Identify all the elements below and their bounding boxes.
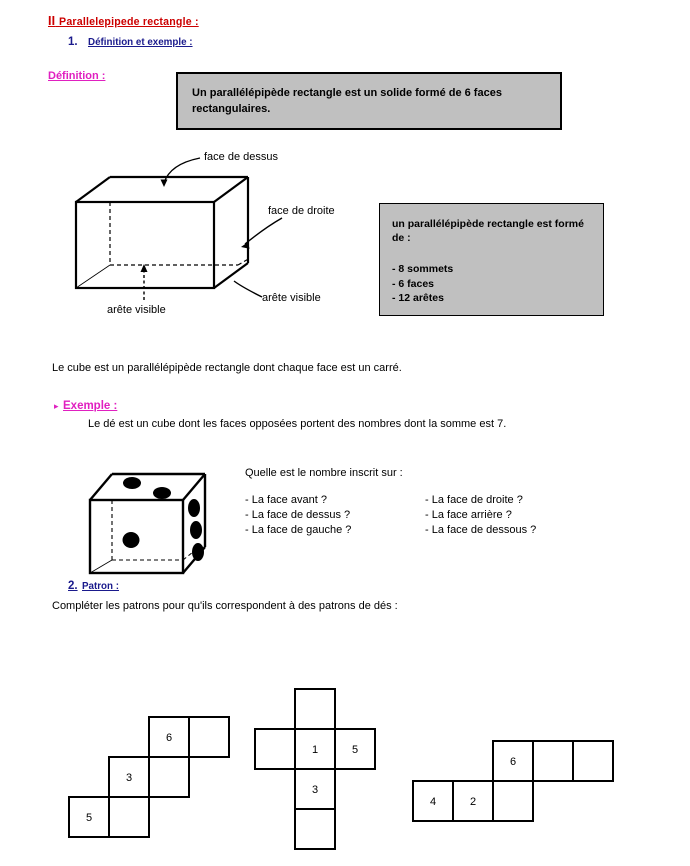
section-2-number: 2. [68, 580, 78, 592]
net-cell[interactable] [295, 689, 335, 729]
net-cell[interactable] [295, 809, 335, 849]
net-cell-value: 4 [429, 795, 437, 808]
die-diagram [70, 460, 230, 580]
cube-definition-paragraph: Le cube est un parallélépipède rectangle dont chaque face est un carré. [52, 362, 402, 374]
question-face-arriere: - La face arrière ? [425, 509, 512, 521]
question-face-avant: - La face avant ? [245, 494, 327, 506]
section-2-title [82, 580, 119, 592]
facts-box [379, 203, 604, 316]
question-face-gauche: - La face de gauche ? [245, 524, 352, 536]
net-cell[interactable] [109, 797, 149, 837]
page-title [48, 14, 199, 28]
net-staircase-cells [69, 717, 229, 837]
facts-item-aretes: - 12 arêtes [392, 292, 444, 304]
definition-label: Définition : [48, 70, 106, 82]
net-cell-value: 6 [165, 731, 173, 744]
definition-box [176, 72, 562, 130]
die-definition-paragraph: Le dé est un cube dont les faces opposées portent des nombres dont la somme est 7. [88, 418, 507, 430]
net-cell-value: 2 [469, 795, 477, 808]
facts-item-sommets: - 8 sommets [392, 263, 454, 275]
net-cell-value: 5 [351, 743, 359, 756]
questions-column-left [245, 493, 351, 538]
questions-title: Quelle est le nombre inscrit sur : [245, 467, 403, 479]
example-label: Exemple : [63, 400, 118, 412]
section-2-title-text: Patron : [82, 581, 120, 592]
parallelepiped-diagram [40, 140, 380, 330]
net-cell-value: 6 [509, 755, 517, 768]
net-cross-cells [255, 689, 375, 849]
label-visible-edge-right: arête visible [262, 292, 321, 304]
definition-box-text: Un parallélépipède rectangle est un solide formé de 6 faces rectangulaires. [192, 87, 502, 115]
facts-item-faces: - 6 faces [392, 277, 435, 290]
net-cell[interactable] [573, 741, 613, 781]
die-front-pips [123, 532, 140, 548]
label-right-face: face de droite [268, 205, 335, 217]
net-cell[interactable] [189, 717, 229, 757]
page-title-number: II [48, 14, 56, 28]
patron-instruction: Compléter les patrons pour qu'ils correspondent à des patrons de dés : [52, 600, 398, 612]
section-1-title-text: Définition et exemple : [88, 37, 193, 48]
questions-column-right [425, 493, 536, 538]
facts-box-heading: un parallélépipède rectangle est formé de : [392, 218, 584, 244]
net-staircase [68, 716, 248, 846]
net-cell[interactable] [149, 757, 189, 797]
question-face-dessus: - La face de dessus ? [245, 509, 351, 521]
net-cell-value: 1 [311, 743, 319, 756]
question-face-droite: - La face de droite ? [425, 494, 523, 506]
net-cell-value: 3 [311, 783, 319, 796]
example-bullet-icon: ▸ [54, 401, 59, 411]
page-title-text: Parallelepipede rectangle : [59, 16, 199, 28]
net-zigzag [412, 740, 642, 830]
die-top-pips [123, 477, 171, 499]
net-cell[interactable] [255, 729, 295, 769]
question-face-dessous: - La face de dessous ? [425, 524, 537, 536]
label-top-face: face de dessus [204, 151, 278, 163]
facts-box-list [392, 262, 453, 306]
section-1-number: 1. [68, 36, 78, 48]
die-right-pips [188, 499, 204, 561]
net-zigzag-cells [413, 741, 613, 821]
net-cell[interactable] [533, 741, 573, 781]
net-cell[interactable] [493, 781, 533, 821]
net-cell-value: 5 [85, 811, 93, 824]
net-cross [254, 688, 394, 858]
label-visible-edge-bottom: arête visible [107, 304, 166, 316]
net-cell-value: 3 [125, 771, 133, 784]
section-1-title [88, 36, 193, 48]
